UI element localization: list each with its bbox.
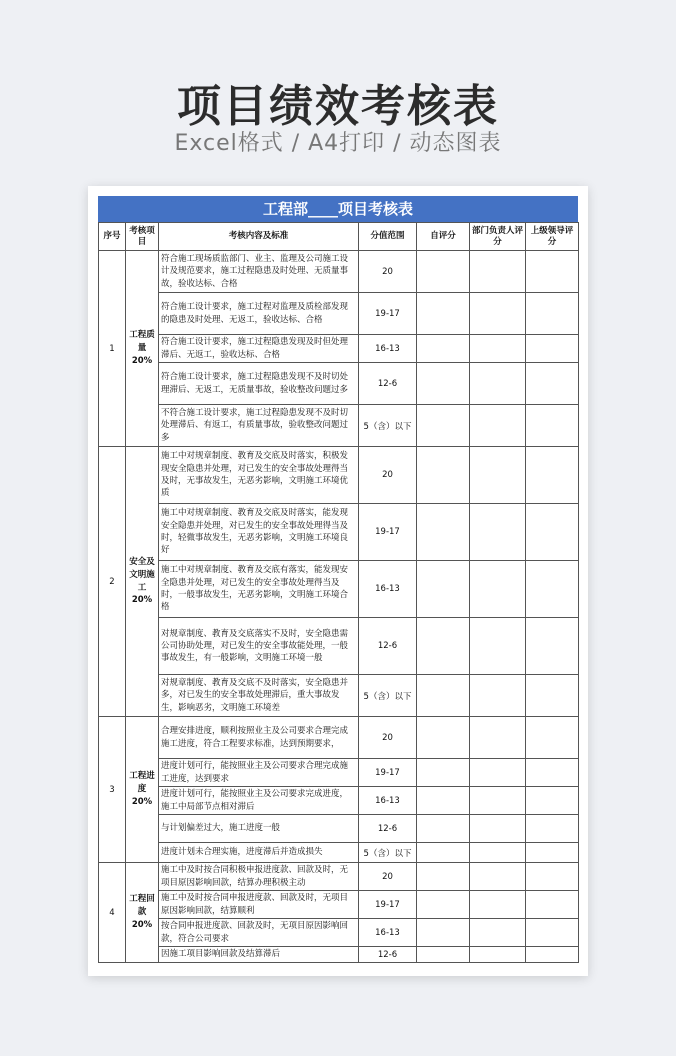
criteria-cell: 进度计划未合理实施，进度滞后并造成损失 [159,843,359,863]
leader-score-cell[interactable] [526,335,579,363]
self-score-cell[interactable] [417,919,470,947]
spreadsheet-preview [88,186,588,976]
item-category-weight: 20% [131,355,153,366]
criteria-cell: 合理安排进度，顺利按照业主及公司要求合理完成施工进度，符合工程要求标准，达到预期要求， [159,717,359,759]
table-row [99,717,579,759]
header-dept-score: 部门负责人评分 [470,223,526,251]
table-row [99,335,579,363]
leader-score-cell[interactable] [526,717,579,759]
header-leader-score: 上级领导评分 [526,223,579,251]
sheet-banner: 工程部____项目考核表 [98,196,578,222]
self-score-cell[interactable] [417,447,470,504]
item-category-weight: 20% [131,796,153,807]
leader-score-cell[interactable] [526,618,579,675]
dept-score-cell[interactable] [470,293,526,335]
self-score-cell[interactable] [417,675,470,717]
score-range-cell: 5（含）以下 [359,843,417,863]
leader-score-cell[interactable] [526,815,579,843]
criteria-cell: 施工中及时按合同积极申报进度款、回款及时，无项目原因影响回款，结算办理积极主动 [159,863,359,891]
page-subtitle: Excel格式 / A4打印 / 动态图表 [174,131,502,156]
score-range-cell: 12-6 [359,947,417,963]
dept-score-cell[interactable] [470,919,526,947]
header-self-score: 自评分 [417,223,470,251]
leader-score-cell[interactable] [526,675,579,717]
leader-score-cell[interactable] [526,363,579,405]
self-score-cell[interactable] [417,947,470,963]
item-category [126,447,159,717]
table-row [99,504,579,561]
self-score-cell[interactable] [417,504,470,561]
score-range-cell: 5（含）以下 [359,675,417,717]
self-score-cell[interactable] [417,335,470,363]
item-seq: 4 [99,863,126,963]
dept-score-cell[interactable] [470,787,526,815]
table-row [99,363,579,405]
self-score-cell[interactable] [417,405,470,447]
table-row [99,293,579,335]
self-score-cell[interactable] [417,363,470,405]
table-row [99,815,579,843]
dept-score-cell[interactable] [470,759,526,787]
criteria-cell: 施工中对规章制度、教育及交底有落实，能发现安全隐患并处理，对已发生的安全事故处理得当及时，一般事故发生，无恶劣影响，文明施工环境合格 [159,561,359,618]
table-row [99,787,579,815]
dept-score-cell[interactable] [470,863,526,891]
item-category [126,717,159,863]
criteria-cell: 按合同申报进度款、回款及时，无项目原因影响回款，符合公司要求 [159,919,359,947]
item-seq: 1 [99,251,126,447]
score-range-cell: 16-13 [359,335,417,363]
item-seq: 2 [99,447,126,717]
header-item: 考核项目 [126,223,159,251]
score-range-cell: 12-6 [359,815,417,843]
table-row [99,618,579,675]
self-score-cell[interactable] [417,815,470,843]
leader-score-cell[interactable] [526,251,579,293]
dept-score-cell[interactable] [470,947,526,963]
table-row [99,759,579,787]
score-range-cell: 20 [359,251,417,293]
dept-score-cell[interactable] [470,504,526,561]
header-row [99,223,579,251]
item-seq: 3 [99,717,126,863]
leader-score-cell[interactable] [526,561,579,618]
dept-score-cell[interactable] [470,675,526,717]
criteria-cell: 符合施工设计要求，施工过程隐患发现及时但处理滞后、无返工，验收达标、合格 [159,335,359,363]
criteria-cell: 对规章制度、教育及交底不及时落实，安全隐患并多，对已发生的安全事故处理滞后，重大事故发生，影响恶劣，文明施工环境差 [159,675,359,717]
score-range-cell: 19-17 [359,504,417,561]
score-range-cell: 20 [359,863,417,891]
table-body [99,251,579,963]
item-category-name: 工程质量 [129,330,155,354]
item-category-name: 工程回款 [129,894,155,918]
self-score-cell[interactable] [417,891,470,919]
item-category-weight: 20% [131,919,153,930]
self-score-cell[interactable] [417,863,470,891]
dept-score-cell[interactable] [470,618,526,675]
criteria-cell: 与计划偏差过大，施工进度一般 [159,815,359,843]
dept-score-cell[interactable] [470,891,526,919]
self-score-cell[interactable] [417,618,470,675]
criteria-cell: 符合施工设计要求，施工过程隐患发现不及时切处理滞后、无返工，无质量事故，验收整改问题过多 [159,363,359,405]
dept-score-cell[interactable] [470,561,526,618]
score-range-cell: 20 [359,717,417,759]
criteria-cell: 对规章制度、教育及交底落实不及时，安全隐患需公司协助处理，对已发生的安全事故能处理，一般事故发生，有一般影响，文明施工环境一般 [159,618,359,675]
dept-score-cell[interactable] [470,251,526,293]
leader-score-cell[interactable] [526,843,579,863]
leader-score-cell[interactable] [526,863,579,891]
score-range-cell: 12-6 [359,618,417,675]
criteria-cell: 施工中对规章制度、教育及交底及时落实，能发现安全隐患并处理，对已发生的安全事故处理得当及时，轻微事故发生，无恶劣影响，文明施工环境良好 [159,504,359,561]
self-score-cell[interactable] [417,787,470,815]
table-row [99,863,579,891]
dept-score-cell[interactable] [470,815,526,843]
table-row [99,675,579,717]
leader-score-cell[interactable] [526,919,579,947]
self-score-cell[interactable] [417,759,470,787]
score-range-cell: 16-13 [359,561,417,618]
assessment-table [98,222,579,963]
criteria-cell: 施工中对规章制度、教育及交底及时落实，积极发现安全隐患并处理，对已发生的安全事故处理得当及时，无事故发生，无恶劣影响，文明施工环境优质 [159,447,359,504]
leader-score-cell[interactable] [526,293,579,335]
table-row [99,405,579,447]
table-row [99,447,579,504]
dept-score-cell[interactable] [470,843,526,863]
self-score-cell[interactable] [417,717,470,759]
table-row [99,919,579,947]
leader-score-cell[interactable] [526,405,579,447]
leader-score-cell[interactable] [526,787,579,815]
self-score-cell[interactable] [417,843,470,863]
table-row [99,891,579,919]
score-range-cell: 5（含）以下 [359,405,417,447]
item-category [126,863,159,963]
header-seq: 序号 [99,223,126,251]
table-row [99,947,579,963]
dept-score-cell[interactable] [470,405,526,447]
header-content: 考核内容及标准 [159,223,359,251]
score-range-cell: 16-13 [359,919,417,947]
dept-score-cell[interactable] [470,447,526,504]
criteria-cell: 符合施工设计要求，施工过程对监理及质检部发现的隐患及时处理、无返工，验收达标、合格 [159,293,359,335]
header-score-range: 分值范围 [359,223,417,251]
score-range-cell: 19-17 [359,293,417,335]
table-row [99,561,579,618]
criteria-cell: 进度计划可行，能按照业主及公司要求完成进度，施工中局部节点相对滞后 [159,787,359,815]
item-category-weight: 20% [131,595,153,606]
score-range-cell: 20 [359,447,417,504]
score-range-cell: 16-13 [359,787,417,815]
score-range-cell: 19-17 [359,759,417,787]
item-category [126,251,159,447]
item-category-name: 安全及文明施工 [129,557,155,593]
criteria-cell: 施工中及时按合同申报进度款、回款及时，无项目原因影响回款，结算顺利 [159,891,359,919]
score-range-cell: 12-6 [359,363,417,405]
table-row [99,843,579,863]
page-title: 项目绩效考核表 [177,81,499,132]
leader-score-cell[interactable] [526,504,579,561]
table-row [99,251,579,293]
criteria-cell: 不符合施工设计要求，施工过程隐患发现不及时切处理滞后、有返工，有质量事故，验收整改问题过多 [159,405,359,447]
dept-score-cell[interactable] [470,363,526,405]
criteria-cell: 进度计划可行，能按照业主及公司要求合理完成施工进度，达到要求 [159,759,359,787]
score-range-cell: 19-17 [359,891,417,919]
criteria-cell: 因施工项目影响回款及结算滞后 [159,947,359,963]
item-category-name: 工程进度 [129,771,155,795]
leader-score-cell[interactable] [526,447,579,504]
self-score-cell[interactable] [417,561,470,618]
self-score-cell[interactable] [417,293,470,335]
dept-score-cell[interactable] [470,335,526,363]
leader-score-cell[interactable] [526,891,579,919]
leader-score-cell[interactable] [526,759,579,787]
dept-score-cell[interactable] [470,717,526,759]
self-score-cell[interactable] [417,251,470,293]
criteria-cell: 符合施工现场质监部门、业主、监理及公司施工设计及规范要求，施工过程隐患及时处理、无质量事故，验收达标、合格 [159,251,359,293]
leader-score-cell[interactable] [526,947,579,963]
